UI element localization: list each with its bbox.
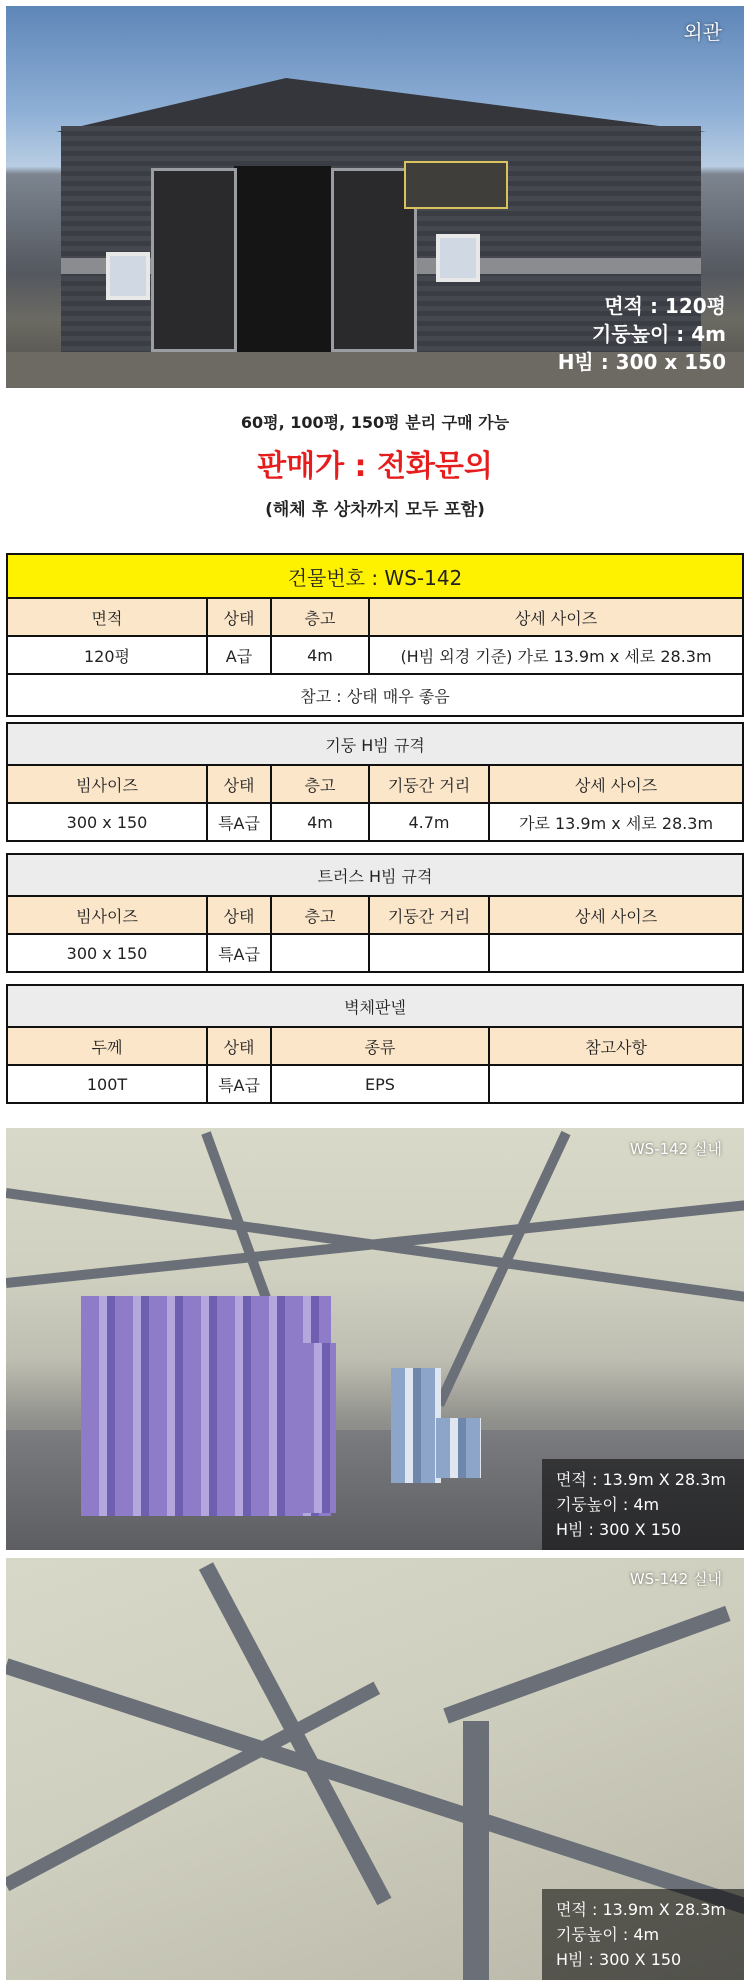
header-detail-size: 상세 사이즈 [369,598,743,636]
separate-purchase-text: 60평, 100평, 150평 분리 구매 가능 [240,413,510,432]
cell-type: EPS [271,1065,489,1103]
photo-label: WS-142 실내 [629,1570,722,1588]
warehouse-roof [56,78,706,132]
truss-beam-title: 트러스 H빔 규격 [7,854,743,896]
size-text: 면적 : 13.9m X 28.3m [555,1900,726,1919]
cell-condition: 특A급 [207,934,271,972]
building-note: 참고 : 상태 매우 좋음 [7,674,743,716]
cell-beam-size: 300 x 150 [7,934,207,972]
cell-height: 4m [271,636,369,674]
building-table [6,553,744,717]
header-type: 종류 [271,1027,489,1065]
interior-info-box [542,1889,744,1980]
interior-photo-1 [6,1128,744,1550]
header-area: 면적 [7,598,207,636]
building-number: 건물번호 : WS-142 [7,554,743,598]
pallet-stack [81,1296,331,1516]
header-detail-size: 상세 사이즈 [489,765,743,803]
exterior-info-box [558,292,744,388]
photo-label: 외관 [683,20,722,44]
pallet-stack [436,1418,481,1478]
truss-beam-table [6,853,744,973]
pallet-stack [296,1343,336,1513]
cell-thickness: 100T [7,1065,207,1103]
header-thickness: 두께 [7,1027,207,1065]
column-beam [463,1721,489,1980]
cell-remarks [489,1065,743,1103]
cell-detail-size: 가로 13.9m x 세로 28.3m [489,803,743,841]
warehouse-opening [234,166,331,352]
roof-beam [443,1606,730,1724]
wall-panel-table [6,984,744,1104]
header-column-spacing: 기둥간 거리 [369,765,489,803]
sale-price: 판매가 : 전화문의 [257,449,493,484]
cell-condition: 특A급 [207,803,271,841]
header-condition: 상태 [207,765,271,803]
sliding-door-left [151,168,237,352]
column-height-text: 기둥높이 : 4m [555,1925,660,1944]
cell-condition: 특A급 [207,1065,271,1103]
header-condition: 상태 [207,896,271,934]
area-text: 면적 : 120평 [604,294,726,318]
interior-photo-2 [6,1558,744,1980]
column-height-text: 기둥높이 : 4m [555,1495,660,1514]
cell-column-spacing [369,934,489,972]
header-height: 층고 [271,765,369,803]
h-beam-text: H빔 : 300 X 150 [555,1950,682,1969]
cell-detail-size [489,934,743,972]
cell-height [271,934,369,972]
price-headline [0,410,750,520]
warehouse-sign [404,161,508,209]
header-height: 층고 [271,896,369,934]
cell-area: 120평 [7,636,207,674]
column-beam-title: 기둥 H빔 규격 [7,723,743,765]
header-beam-size: 빔사이즈 [7,765,207,803]
interior-info-box [542,1459,744,1550]
photo-label: WS-142 실내 [629,1140,722,1158]
cell-condition: A급 [207,636,271,674]
header-condition: 상태 [207,1027,271,1065]
cell-beam-size: 300 x 150 [7,803,207,841]
header-detail-size: 상세 사이즈 [489,896,743,934]
exterior-photo [6,6,744,388]
window [106,252,150,300]
header-condition: 상태 [207,598,271,636]
size-text: 면적 : 13.9m X 28.3m [555,1470,726,1489]
header-column-spacing: 기둥간 거리 [369,896,489,934]
wall-panel-title: 벽체판넬 [7,985,743,1027]
header-remarks: 참고사항 [489,1027,743,1065]
cell-detail-size: (H빔 외경 기준) 가로 13.9m x 세로 28.3m [369,636,743,674]
column-beam-table [6,722,744,842]
column-height-text: 기둥높이 : 4m [592,322,726,346]
h-beam-text: H빔 : 300 x 150 [557,350,726,374]
h-beam-text: H빔 : 300 X 150 [555,1520,682,1539]
window [436,234,480,282]
cell-column-spacing: 4.7m [369,803,489,841]
pallet-stack [391,1368,441,1483]
header-height: 층고 [271,598,369,636]
header-beam-size: 빔사이즈 [7,896,207,934]
cell-height: 4m [271,803,369,841]
price-note: (해체 후 상차까지 모두 포함) [265,500,485,520]
